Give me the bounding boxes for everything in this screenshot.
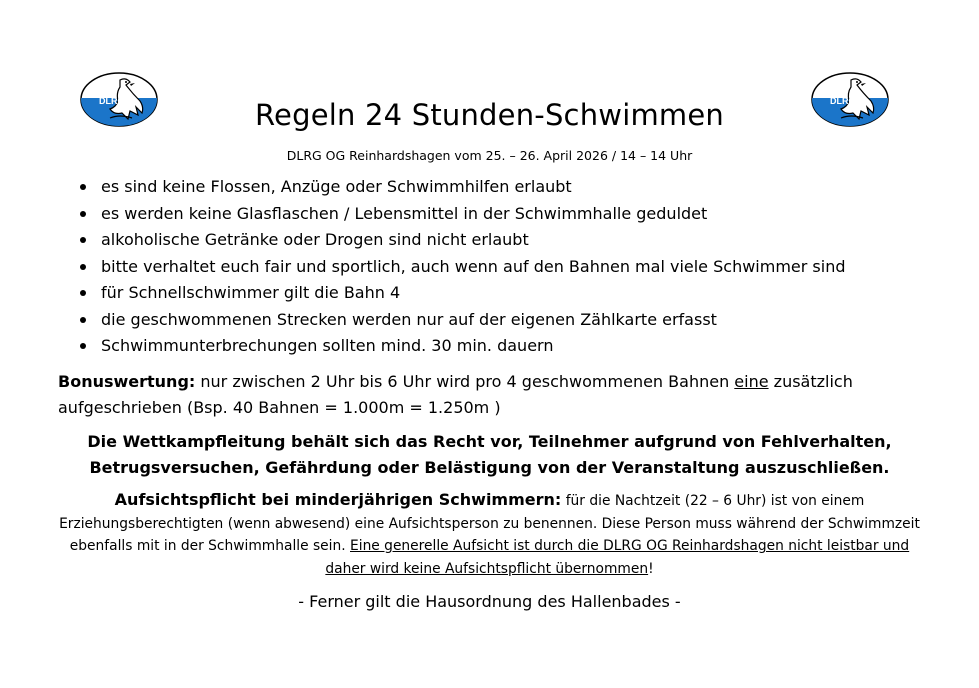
rule-item: für Schnellschwimmer gilt die Bahn 4 xyxy=(78,282,846,309)
supervision-underlined: Eine generelle Aufsicht ist durch die DLRG OG Reinhardshagen nicht leistbar und daher wird keine Aufsichtspflicht übernommen xyxy=(325,538,910,577)
bonus-text-after: zusätzlich aufgeschrieben (Bsp. 40 Bahnen = 1.000m = 1.250m ) xyxy=(58,372,853,417)
logo-text: DLRG xyxy=(830,96,856,106)
rule-item: alkoholische Getränke oder Drogen sind nicht erlaubt xyxy=(78,229,846,256)
supervision-text: für die Nachtzeit (22 – 6 Uhr) ist von einem Erziehungsberechtigten (wenn abwesend) eine Aufsichtsperson zu benennen. Diese Person muss während der Schwimmzeit ebenfalls mit in der Schwimmhalle sein. xyxy=(59,493,920,554)
bonus-paragraph xyxy=(58,369,918,420)
house-rules-note: - Ferner gilt die Hausordnung des Hallenbades - xyxy=(298,592,681,611)
rule-item: Schwimmunterbrechungen sollten mind. 30 min. dauern xyxy=(78,335,846,362)
supervision-lead: Aufsichtspflicht bei minderjährigen Schwimmern: xyxy=(114,490,562,509)
event-subtitle: DLRG OG Reinhardshagen vom 25. – 26. April 2026 / 14 – 14 Uhr xyxy=(286,148,693,163)
contest-notice: Die Wettkampfleitung behält sich das Recht vor, Teilnehmer aufgrund von Fehlverhalten, Betrugsversuchen, Gefährdung oder Belästigung von der Veranstaltung auszuschließen. xyxy=(87,432,892,477)
supervision-end: ! xyxy=(648,560,654,577)
rules-list xyxy=(78,176,846,362)
rule-item: bitte verhaltet euch fair und sportlich, auch wenn auf den Bahnen mal viele Schwimmer sind xyxy=(78,256,846,283)
bonus-underlined: eine xyxy=(734,372,769,391)
bonus-text-before: nur zwischen 2 Uhr bis 6 Uhr wird pro 4 geschwommenen Bahnen xyxy=(195,372,735,391)
bonus-label: Bonuswertung: xyxy=(58,372,196,391)
rule-item: es werden keine Glasflaschen / Lebensmittel in der Schwimmhalle geduldet xyxy=(78,203,846,230)
logo-text: DLRG xyxy=(99,96,125,106)
rule-item: es sind keine Flossen, Anzüge oder Schwimmhilfen erlaubt xyxy=(78,176,846,203)
supervision-paragraph xyxy=(55,489,924,580)
rule-item: die geschwommenen Strecken werden nur auf der eigenen Zählkarte erfasst xyxy=(78,309,846,336)
page-title: Regeln 24 Stunden-Schwimmen xyxy=(255,98,724,132)
